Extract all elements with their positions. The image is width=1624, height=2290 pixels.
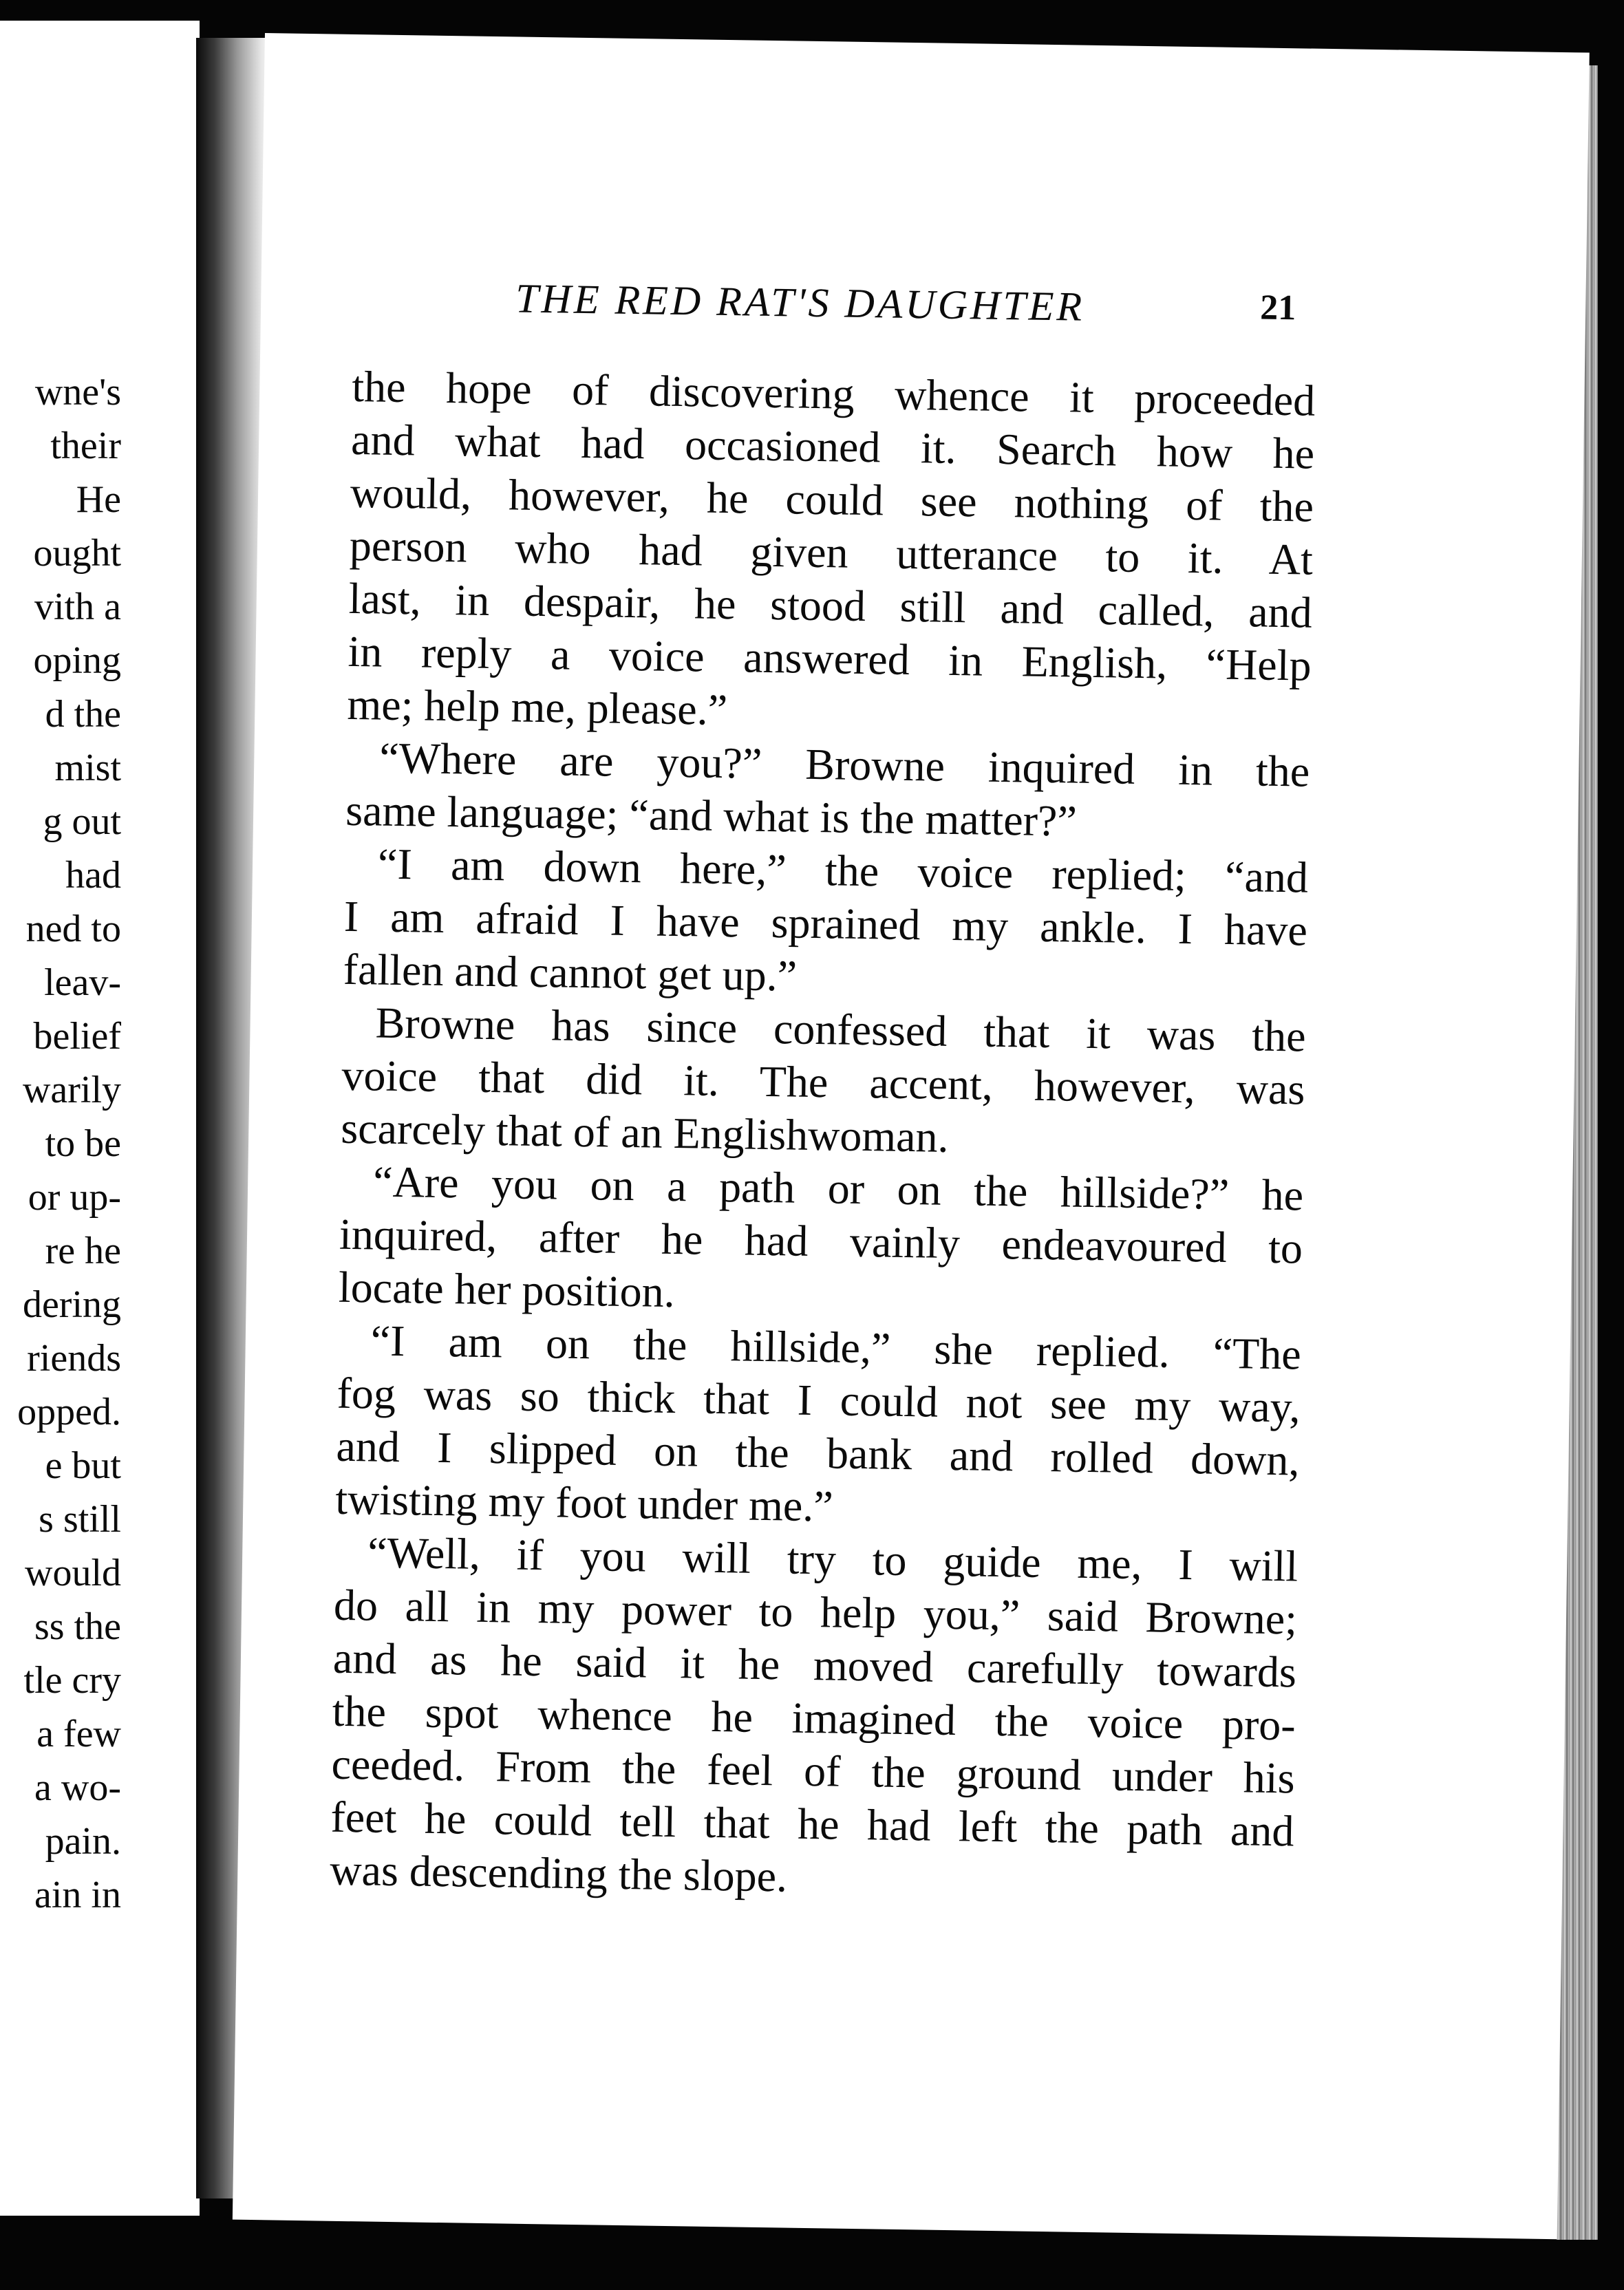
text-line: inquired, after he had vainly endeavoured to	[339, 1209, 1303, 1273]
text-line: ceeded. From the feel of the ground under his	[331, 1739, 1296, 1803]
left-line: e but	[45, 1444, 121, 1487]
text-line: “Where are you?” Browne inquired in the	[378, 733, 1310, 796]
text-line: do all in my power to help you,” said Browne;	[333, 1580, 1298, 1644]
left-line: tle cry	[23, 1659, 121, 1702]
left-line: wne's	[34, 371, 121, 414]
page-number: 21	[1259, 288, 1296, 328]
left-line: leav-	[44, 961, 121, 1004]
text-line: the hope of discovering whence it proceeded	[351, 361, 1316, 425]
text-line: fog was so thick that I could not see my way,	[336, 1368, 1301, 1432]
text-line: and what had occasioned it. Search how he	[350, 414, 1315, 478]
left-line: ain in	[34, 1874, 121, 1916]
text-line: was descending the slope.	[329, 1845, 788, 1901]
left-line: oping	[33, 639, 121, 682]
left-line: a wo-	[34, 1766, 121, 1809]
text-line: fallen and cannot get up.”	[343, 944, 798, 1000]
left-page	[0, 21, 200, 2216]
left-line: a few	[36, 1713, 121, 1755]
left-line: ned to	[25, 908, 121, 950]
left-line: or up-	[28, 1176, 121, 1219]
text-line: would, however, he could see nothing of the	[350, 467, 1314, 531]
left-line: opped.	[17, 1391, 121, 1433]
left-line: riends	[27, 1337, 121, 1380]
left-line: vith a	[34, 586, 121, 628]
running-head: THE RED RAT'S DAUGHTER	[515, 275, 1085, 330]
left-line: warily	[22, 1069, 121, 1111]
left-line: to be	[45, 1122, 121, 1165]
left-line: their	[50, 425, 121, 467]
text-line: feet he could tell that he had left the path and	[330, 1792, 1294, 1856]
left-line: ought	[33, 532, 121, 575]
text-line: scarcely that of an Englishwoman.	[340, 1103, 950, 1162]
text-line: “I am down here,” the voice replied; “and	[377, 839, 1309, 902]
text-line: locate her position.	[338, 1262, 676, 1317]
left-line: dering	[22, 1283, 121, 1326]
left-line: d the	[45, 693, 121, 736]
text-line: same language; “and what is the matter?”	[345, 785, 1078, 846]
text-line: Browne has since confessed that it was the	[375, 998, 1307, 1061]
text-line: and as he said it he moved carefully towards	[332, 1633, 1297, 1697]
text-line: me; help me, please.”	[347, 679, 728, 735]
text-line: the spot whence he imagined the voice pro-	[332, 1686, 1296, 1750]
left-line: s still	[39, 1498, 121, 1541]
text-line: “I am on the hillside,” she replied. “The	[370, 1316, 1302, 1379]
text-line: twisting my foot under me.”	[334, 1474, 834, 1531]
text-line: voice that did it. The accent, however, was	[341, 1050, 1305, 1114]
text-line: in reply a voice answered in English, “Help	[348, 626, 1312, 690]
left-line: pain.	[45, 1820, 121, 1863]
left-line: ss the	[34, 1605, 121, 1648]
text-line: “Are you on a path or on the hillside?” he	[372, 1157, 1304, 1220]
right-page	[233, 33, 1590, 2239]
left-line: belief	[33, 1015, 121, 1058]
left-line: He	[76, 478, 121, 521]
text-line: last, in despair, he stood still and called, and	[348, 573, 1313, 637]
left-line: mist	[54, 747, 121, 789]
text-line: and I slipped on the bank and rolled down,	[336, 1421, 1300, 1485]
text-line: person who had given utterance to it. At	[349, 520, 1314, 584]
left-line: re he	[45, 1230, 121, 1272]
left-line: had	[65, 854, 121, 897]
text-line: I am afraid I have sprained my ankle. I have	[343, 891, 1308, 955]
text-line: “Well, if you will try to guide me, I will	[367, 1528, 1299, 1591]
left-line: g out	[43, 800, 121, 843]
left-line: would	[25, 1552, 121, 1594]
